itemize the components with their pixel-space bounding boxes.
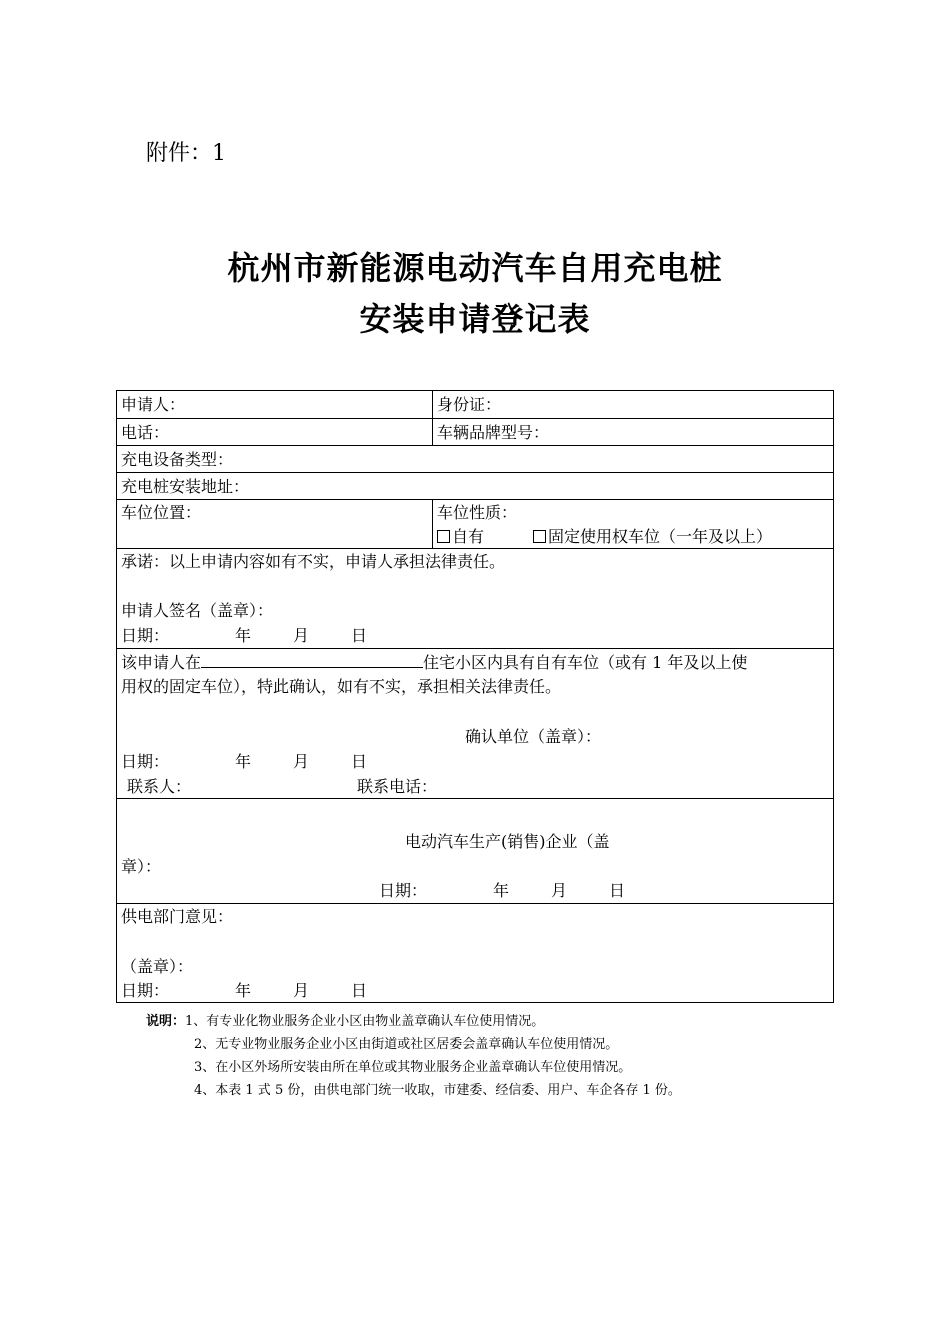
- manufacturer-month: 月: [551, 881, 568, 900]
- note-text-1: 1、有专业化物业服务企业小区由物业盖章确认车位使用情况。: [185, 1014, 545, 1029]
- community-blank[interactable]: [201, 653, 423, 668]
- note-item: [146, 1079, 681, 1102]
- option-fixed-label: 固定使用权车位（一年及以上）: [548, 527, 773, 546]
- confirm-month: 月: [293, 752, 310, 771]
- row-parking: [117, 499, 833, 548]
- notes-section: [146, 1010, 681, 1102]
- promise-month: 月: [293, 626, 310, 645]
- power-day: 日: [351, 981, 368, 1000]
- option-own-label: 自有: [452, 527, 485, 546]
- parking-location-label: 车位位置：: [121, 503, 202, 522]
- confirm-prefix: 该申请人在: [121, 653, 202, 672]
- manufacturer-date-label: 日期：: [379, 881, 428, 900]
- applicant-label: 申请人：: [121, 395, 186, 414]
- attachment-label: 附件：1: [146, 141, 226, 166]
- confirm-line2: 用权的固定车位），特此确认，如有不实，承担相关法律责任。: [121, 677, 562, 696]
- note-text-2: 2、无专业物业服务企业小区由街道或社区居委会盖章确认车位使用情况。: [194, 1037, 619, 1052]
- applicant-cell[interactable]: [117, 391, 433, 418]
- row-confirmation: [117, 648, 833, 798]
- promise-year: 年: [235, 626, 252, 645]
- confirm-suffix: 住宅小区内具有自有车位（或有 1 年及以上使: [423, 653, 748, 672]
- checkbox-fixed-icon[interactable]: [533, 530, 546, 543]
- contact-phone-label: 联系电话：: [357, 777, 438, 796]
- install-address-label: 充电桩安装地址：: [121, 477, 250, 496]
- id-card-cell[interactable]: [433, 391, 833, 418]
- confirm-day: 日: [351, 752, 368, 771]
- contact-person-label: 联系人：: [127, 777, 192, 796]
- note-text-4: 4、本表 1 式 5 份，由供电部门统一收取，市建委、经信委、用户、车企各存 1 份。: [194, 1083, 681, 1098]
- confirm-unit-label: 确认单位（盖章）：: [465, 727, 602, 746]
- option-own[interactable]: [437, 527, 484, 547]
- note-item: [146, 1033, 681, 1056]
- note-item: [146, 1010, 681, 1033]
- row-applicant: [117, 391, 833, 418]
- power-date-label: 日期：: [121, 981, 170, 1000]
- row-phone: [117, 418, 833, 445]
- row-manufacturer: [117, 798, 833, 903]
- form-title-line1: 杭州市新能源电动汽车自用充电桩: [227, 249, 723, 287]
- promise-date-label: 日期：: [121, 626, 170, 645]
- promise-day: 日: [351, 626, 368, 645]
- manufacturer-day: 日: [609, 881, 626, 900]
- signature-label: 申请人签名（盖章）：: [121, 601, 274, 620]
- row-power-opinion: [117, 903, 833, 1002]
- row-promise: [117, 548, 833, 648]
- confirm-line1: [121, 653, 747, 673]
- row-charger-type[interactable]: [117, 445, 833, 472]
- power-seal-label: （盖章）：: [121, 957, 194, 976]
- power-year: 年: [235, 981, 252, 1000]
- registration-form: [116, 390, 834, 1003]
- manufacturer-year: 年: [493, 881, 510, 900]
- power-opinion-label: 供电部门意见：: [121, 907, 234, 926]
- option-fixed[interactable]: [533, 527, 772, 547]
- id-card-label: 身份证：: [437, 395, 502, 414]
- form-title-line2: 安装申请登记表: [359, 300, 591, 338]
- notes-label: 说明：: [146, 1014, 186, 1029]
- manufacturer-line2: 章）：: [121, 857, 162, 876]
- parking-nature-label: 车位性质：: [437, 503, 518, 522]
- parking-nature-cell: [433, 500, 833, 548]
- charger-type-label: 充电设备类型：: [121, 450, 234, 469]
- phone-cell[interactable]: [117, 419, 433, 445]
- note-item: [146, 1056, 681, 1079]
- phone-label: 电话：: [121, 423, 170, 442]
- manufacturer-line1: 电动汽车生产(销售)企业（盖: [405, 832, 610, 851]
- checkbox-own-icon[interactable]: [437, 530, 450, 543]
- vehicle-model-cell[interactable]: [433, 419, 833, 445]
- parking-location-cell[interactable]: [117, 500, 433, 548]
- confirm-date-label: 日期：: [121, 752, 170, 771]
- promise-text: 承诺：以上申请内容如有不实，申请人承担法律责任。: [121, 552, 506, 571]
- confirm-year: 年: [235, 752, 252, 771]
- power-month: 月: [293, 981, 310, 1000]
- row-install-address[interactable]: [117, 472, 833, 499]
- vehicle-model-label: 车辆品牌型号：: [437, 423, 550, 442]
- note-text-3: 3、在小区外场所安装由所在单位或其物业服务企业盖章确认车位使用情况。: [194, 1060, 632, 1075]
